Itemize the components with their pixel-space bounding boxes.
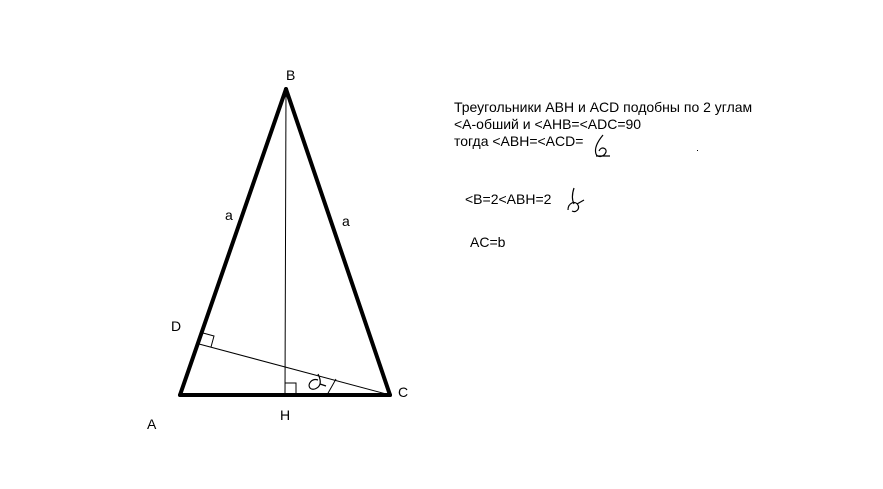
angle-arc-c	[327, 379, 336, 395]
side-ab	[180, 89, 286, 395]
side-bc	[286, 89, 390, 395]
side-label-ab: a	[225, 207, 233, 223]
note-line-2: <A-обший и <AHB=<ADC=90	[454, 116, 642, 132]
note-line-4: <B=2<ABH=2	[465, 191, 552, 207]
vertex-label-b: B	[286, 67, 296, 83]
vertex-label-c: C	[398, 384, 409, 400]
side-label-bc: a	[342, 213, 350, 229]
alpha-symbol-line3	[595, 135, 610, 156]
altitude-bh	[285, 89, 286, 395]
vertex-label-h: H	[280, 407, 291, 423]
alpha-symbol-line4	[568, 188, 584, 212]
vertex-label-a: A	[147, 416, 157, 432]
altitude-cd	[199, 344, 390, 395]
stray-dot	[697, 150, 698, 151]
vertex-label-d: D	[171, 318, 182, 334]
note-line-3: тогда <ABH=<ACD=	[454, 133, 584, 149]
note-line-5: AC=b	[470, 234, 506, 250]
alpha-symbol-c	[309, 374, 326, 389]
note-line-1: Треугольники ABH и ACD подобны по 2 углам	[454, 99, 753, 115]
right-angle-mark-d	[203, 333, 214, 347]
